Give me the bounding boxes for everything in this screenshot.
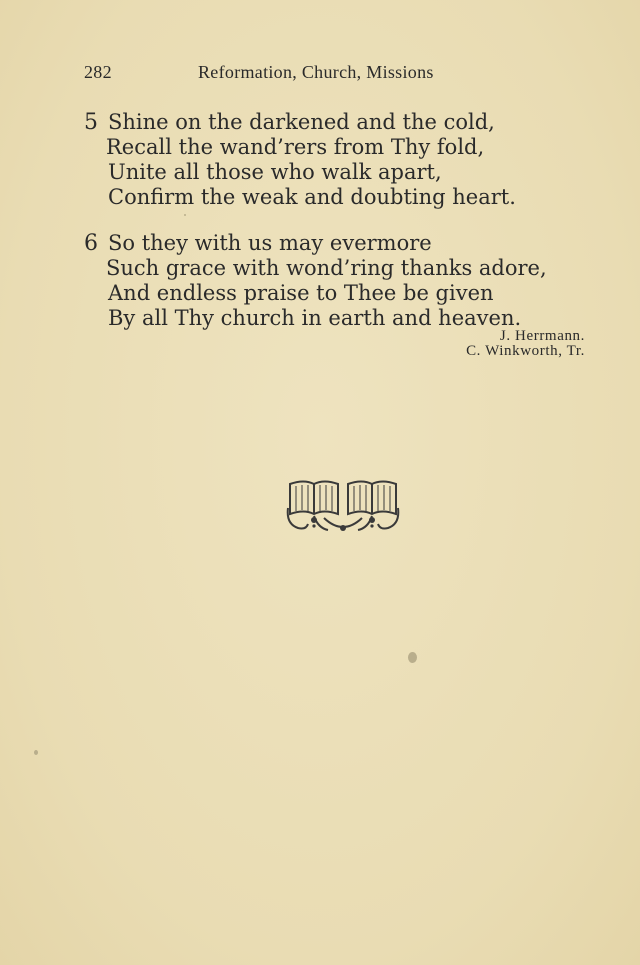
stanza-line: Shine on the darkened and the cold, — [108, 110, 495, 134]
stanza-line: Such grace with wond’ring thanks adore, — [106, 256, 547, 280]
stanza-line: And endless praise to Thee be given — [108, 281, 494, 305]
stanza-number: 6 — [84, 231, 98, 256]
page-number: 282 — [84, 62, 112, 82]
stanza-line: Recall the wand’rers from Thy fold, — [106, 135, 485, 159]
paper-speck — [34, 750, 38, 755]
open-books-ornament-icon — [284, 478, 402, 542]
translator-attribution: C. Winkworth, Tr. — [466, 343, 585, 359]
stanza-line: By all Thy church in earth and heaven. — [108, 306, 522, 330]
running-title: Reformation, Church, Missions — [198, 62, 434, 82]
stanza-line: Unite all those who walk apart, — [108, 160, 442, 184]
author-attribution: J. Herrmann. — [499, 328, 585, 344]
stanza-line: Confirm the weak and doubting heart. — [108, 185, 516, 209]
paper-speck — [408, 652, 417, 663]
paper-speck — [184, 214, 186, 216]
stanza-line: So they with us may evermore — [108, 231, 432, 255]
stanza-number: 5 — [84, 110, 98, 135]
